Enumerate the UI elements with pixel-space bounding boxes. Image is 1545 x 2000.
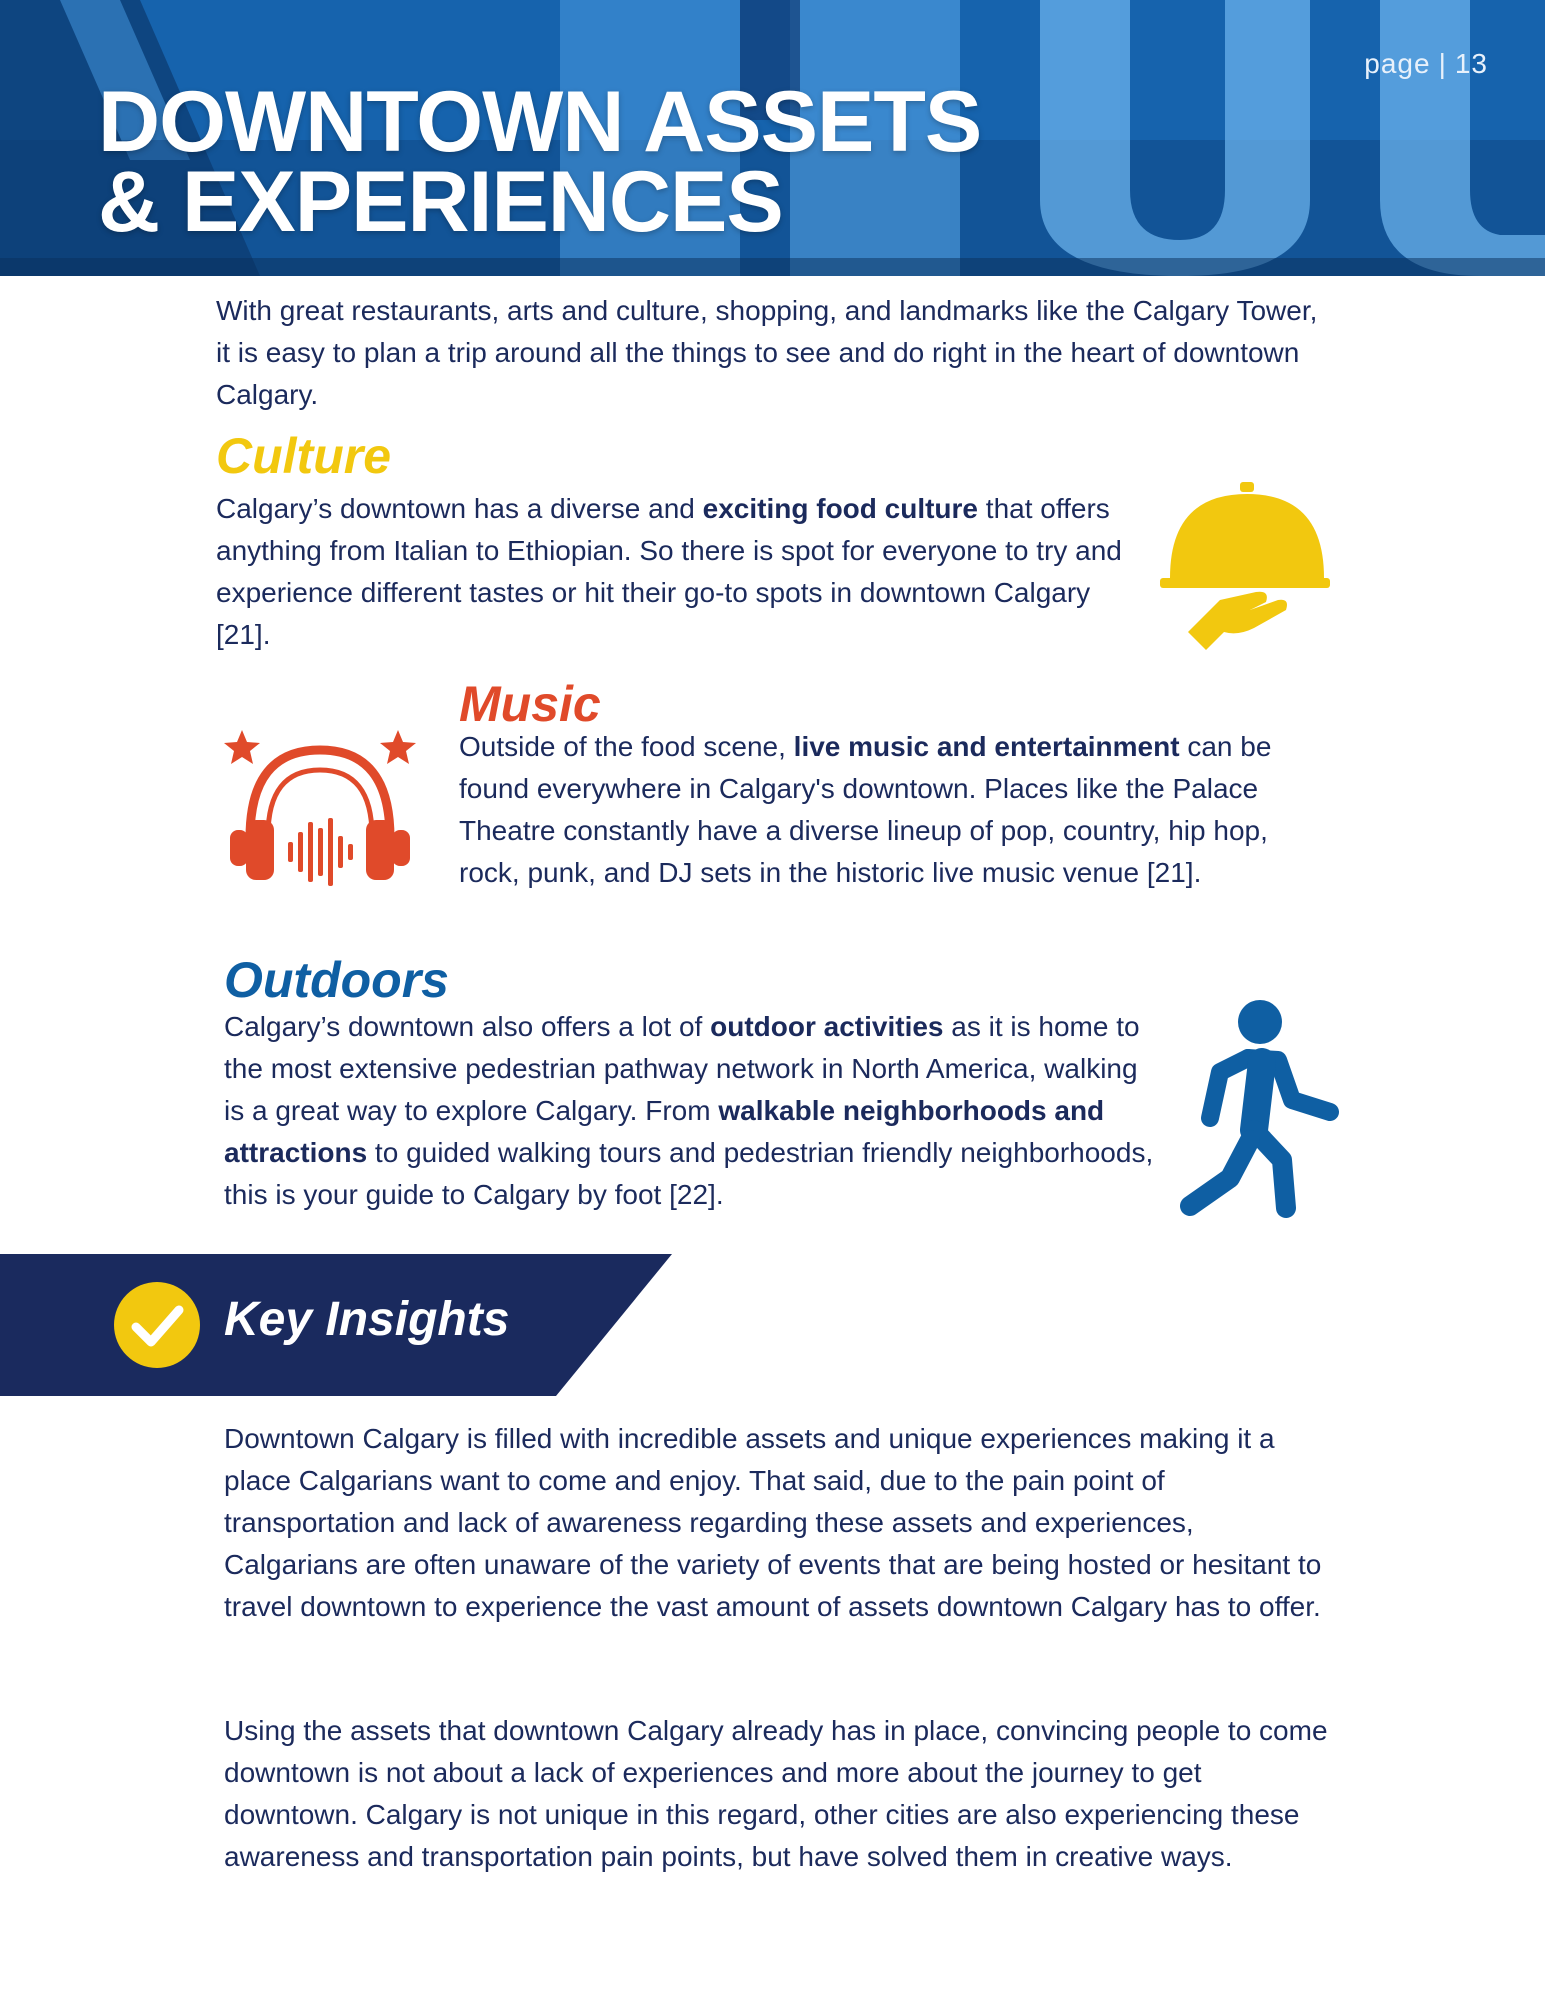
outdoors-text-2: as it is home to the most extensive pedestrian pathway network in North America, walking is a great way to explore Calgary. From [224, 1011, 1140, 1126]
outdoors-paragraph [224, 1006, 1164, 1216]
culture-text-after: that offers anything from Italian to Ethiopian. So there is spot for everyone to try and experience different tastes or hit their go-to spots in downtown Calgary [21]. [216, 493, 1122, 650]
walking-person-icon [1170, 1000, 1340, 1220]
culture-paragraph [216, 488, 1136, 656]
music-text-before: Outside of the food scene, [459, 731, 794, 762]
title-line-1: DOWNTOWN ASSETS [98, 74, 982, 170]
page-number-value: 13 [1454, 48, 1488, 79]
insight-paragraph-1: Downtown Calgary is filled with incredible assets and unique experiences making it a place Calgarians want to come and enjoy. That said, due to the pain point of transportation and lack of awareness regarding these assets and experiences, Calgarians are often unaware of the variety of events that are being hosted or hesitant to travel downtown to experience the vast amount of assets downtown Calgary has to offer. [224, 1423, 1322, 1622]
headphones-icon [220, 728, 420, 893]
check-circle-icon [114, 1282, 200, 1368]
music-bold-text: live music and entertainment [793, 731, 1180, 762]
page-label: page [1364, 48, 1431, 79]
page-separator: | [1438, 48, 1447, 79]
key-insights-heading: Key Insights [224, 1293, 510, 1346]
music-text-after: can be found everywhere in Calgary's downtown. Places like the Palace Theatre constantly have a diverse lineup of pop, country, hip hop, rock, punk, and DJ sets in the historic live music venue [21]. [459, 731, 1272, 888]
music-heading: Music [459, 676, 601, 732]
hero-banner [0, 0, 1545, 276]
outdoors-text-3: to guided walking tours and pedestrian friendly neighborhoods, this is your guide to Calgary by foot [22]. [224, 1137, 1154, 1210]
outdoors-heading: Outdoors [224, 952, 449, 1008]
outdoors-text-1: Calgary’s downtown also offers a lot of [224, 1011, 711, 1042]
serving-cloche-icon [1158, 482, 1334, 662]
page-title [98, 74, 982, 250]
insight-paragraph-2: Using the assets that downtown Calgary already has in place, convincing people to come downtown is not about a lack of experiences and more about the journey to get downtown. Calgary is not unique in this regard, other cities are also experiencing these awareness and transportation pain points, but have solved them in creative ways. [224, 1715, 1328, 1872]
title-line-2: & EXPERIENCES [98, 154, 783, 250]
music-paragraph [459, 726, 1319, 894]
page-number [1364, 48, 1488, 80]
culture-heading: Culture [216, 428, 391, 484]
intro-paragraph: With great restaurants, arts and culture, shopping, and landmarks like the Calgary Tower, it is easy to plan a trip around all the things to see and do right in the heart of downtown Calgary. [216, 295, 1318, 410]
outdoors-bold-1: outdoor activities [710, 1011, 944, 1042]
culture-text-before: Calgary’s downtown has a diverse and [216, 493, 703, 524]
culture-bold-text: exciting food culture [702, 493, 979, 524]
outdoors-bold-2: walkable neighborhoods and attractions [224, 1095, 1105, 1168]
